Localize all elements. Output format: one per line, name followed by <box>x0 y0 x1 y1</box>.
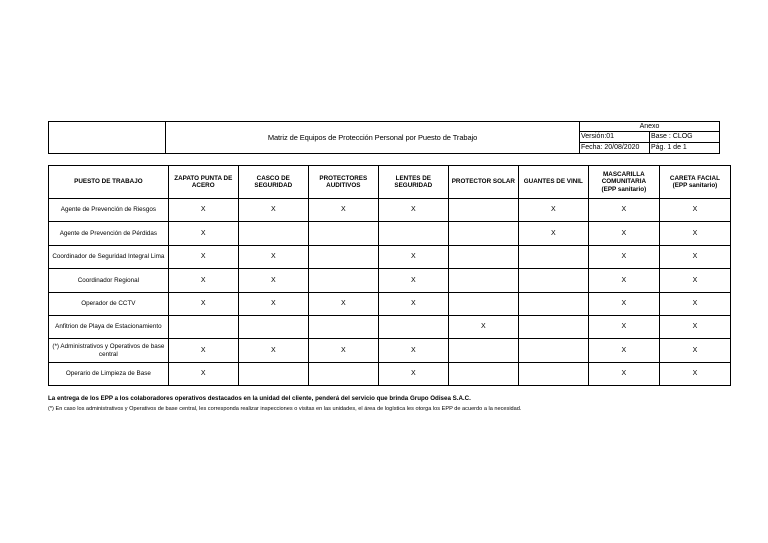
epp-mark-cell: X <box>518 199 588 222</box>
epp-mark-cell: X <box>168 269 238 292</box>
epp-mark-cell <box>448 245 518 268</box>
epp-mark-cell <box>168 315 238 338</box>
epp-mark-cell <box>308 245 378 268</box>
table-row <box>49 315 731 338</box>
col-header-subnote: (EPP sanitario) <box>672 182 718 189</box>
table-row <box>49 269 731 292</box>
epp-mark-cell <box>518 315 588 338</box>
table-row <box>49 199 731 222</box>
epp-mark-cell: X <box>588 199 659 222</box>
col-header-mascarilla <box>588 166 659 199</box>
table-row <box>49 292 731 315</box>
base-label: Base : CLOG <box>650 132 720 143</box>
epp-mark-cell: X <box>378 362 448 385</box>
epp-mark-cell: X <box>378 292 448 315</box>
epp-mark-cell <box>448 222 518 245</box>
table-row <box>49 362 731 385</box>
date-label: Fecha: 20/08/2020 <box>580 143 650 154</box>
epp-mark-cell <box>308 222 378 245</box>
epp-mark-cell: X <box>588 269 659 292</box>
logo-placeholder <box>49 122 166 154</box>
puesto-cell: Agente de Prevención de Pérdidas <box>49 222 169 245</box>
col-header: GUANTES DE VINIL <box>518 166 588 199</box>
col-header: PROTECTOR SOLAR <box>448 166 518 199</box>
epp-matrix <box>48 165 731 386</box>
puesto-cell: Agente de Prevención de Riesgos <box>49 199 169 222</box>
epp-mark-cell <box>448 339 518 362</box>
puesto-cell: Anfitrion de Playa de Estacionamiento <box>49 315 169 338</box>
table-row <box>49 222 731 245</box>
epp-mark-cell <box>448 362 518 385</box>
delivery-note: La entrega de los EPP a los colaboradores operativos destacados en la unidad del cliente, penderá del servicio que brinda Grupo Odisea S.A.C. <box>48 395 471 402</box>
epp-mark-cell <box>308 269 378 292</box>
col-header: LENTES DE SEGURIDAD <box>378 166 448 199</box>
epp-mark-cell: X <box>308 292 378 315</box>
epp-mark-cell: X <box>448 315 518 338</box>
epp-mark-cell <box>238 362 308 385</box>
epp-mark-cell: X <box>588 339 659 362</box>
epp-mark-cell: X <box>659 339 730 362</box>
anexo-label: Anexo <box>580 122 720 132</box>
epp-mark-cell: X <box>168 362 238 385</box>
version-label: Versión:01 <box>580 132 650 143</box>
epp-mark-cell <box>518 339 588 362</box>
col-header: PROTECTORES AUDITIVOS <box>308 166 378 199</box>
epp-mark-cell: X <box>378 199 448 222</box>
epp-mark-cell: X <box>308 199 378 222</box>
puesto-cell: Operador de CCTV <box>49 292 169 315</box>
epp-mark-cell <box>448 292 518 315</box>
epp-mark-cell: X <box>238 199 308 222</box>
page-label: Pág. 1 de 1 <box>650 143 720 154</box>
col-header: PUESTO DE TRABAJO <box>49 166 169 199</box>
epp-mark-cell: X <box>588 245 659 268</box>
epp-mark-cell: X <box>588 292 659 315</box>
epp-mark-cell: X <box>378 245 448 268</box>
col-header: ZAPATO PUNTA DE ACERO <box>168 166 238 199</box>
epp-mark-cell <box>518 245 588 268</box>
epp-mark-cell: X <box>518 222 588 245</box>
epp-mark-cell <box>448 269 518 292</box>
puesto-cell: Coordinador Regional <box>49 269 169 292</box>
matrix-header-row <box>49 166 731 199</box>
epp-mark-cell <box>238 315 308 338</box>
epp-mark-cell <box>518 362 588 385</box>
epp-mark-cell: X <box>308 339 378 362</box>
epp-mark-cell: X <box>378 269 448 292</box>
asterisk-note: (*) En caso los administrativos y Operativos de base central, les corresponda realizar inspecciones o visitas en las unidades, el área de logística les otorga los EPP de acuerdo a la necesidad. <box>48 406 522 412</box>
epp-mark-cell: X <box>659 199 730 222</box>
puesto-cell: (*) Administrativos y Operativos de base central <box>49 339 169 362</box>
epp-mark-cell <box>308 362 378 385</box>
table-row <box>49 339 731 362</box>
epp-mark-cell: X <box>659 222 730 245</box>
epp-mark-cell: X <box>659 292 730 315</box>
epp-mark-cell: X <box>659 269 730 292</box>
epp-mark-cell <box>308 315 378 338</box>
document-header <box>48 121 720 154</box>
epp-mark-cell: X <box>168 199 238 222</box>
table-row <box>49 245 731 268</box>
epp-mark-cell <box>448 199 518 222</box>
epp-mark-cell: X <box>238 245 308 268</box>
document-title: Matriz de Equipos de Protección Personal por Puesto de Trabajo <box>166 122 580 154</box>
epp-mark-cell: X <box>659 362 730 385</box>
epp-mark-cell: X <box>659 245 730 268</box>
epp-mark-cell: X <box>168 339 238 362</box>
col-header-label: MASCARILLA COMUNITARIA <box>601 170 647 186</box>
epp-mark-cell: X <box>238 292 308 315</box>
col-header-careta <box>659 166 730 199</box>
epp-mark-cell <box>378 315 448 338</box>
epp-mark-cell: X <box>168 292 238 315</box>
matrix-body <box>49 199 731 386</box>
epp-mark-cell: X <box>588 222 659 245</box>
epp-mark-cell: X <box>588 362 659 385</box>
epp-mark-cell: X <box>238 269 308 292</box>
epp-mark-cell: X <box>238 339 308 362</box>
epp-mark-cell <box>518 269 588 292</box>
col-header-label: CARETA FACIAL <box>669 174 720 182</box>
epp-mark-cell <box>238 222 308 245</box>
epp-mark-cell: X <box>378 339 448 362</box>
col-header-subnote: (EPP sanitario) <box>601 185 647 193</box>
epp-mark-cell: X <box>588 315 659 338</box>
puesto-cell: Operario de Limpieza de Base <box>49 362 169 385</box>
epp-mark-cell: X <box>168 222 238 245</box>
epp-mark-cell: X <box>168 245 238 268</box>
puesto-cell: Coordinador de Seguridad Integral Lima <box>49 245 169 268</box>
epp-mark-cell <box>378 222 448 245</box>
epp-mark-cell: X <box>659 315 730 338</box>
epp-mark-cell <box>518 292 588 315</box>
col-header: CASCO DE SEGURIDAD <box>238 166 308 199</box>
